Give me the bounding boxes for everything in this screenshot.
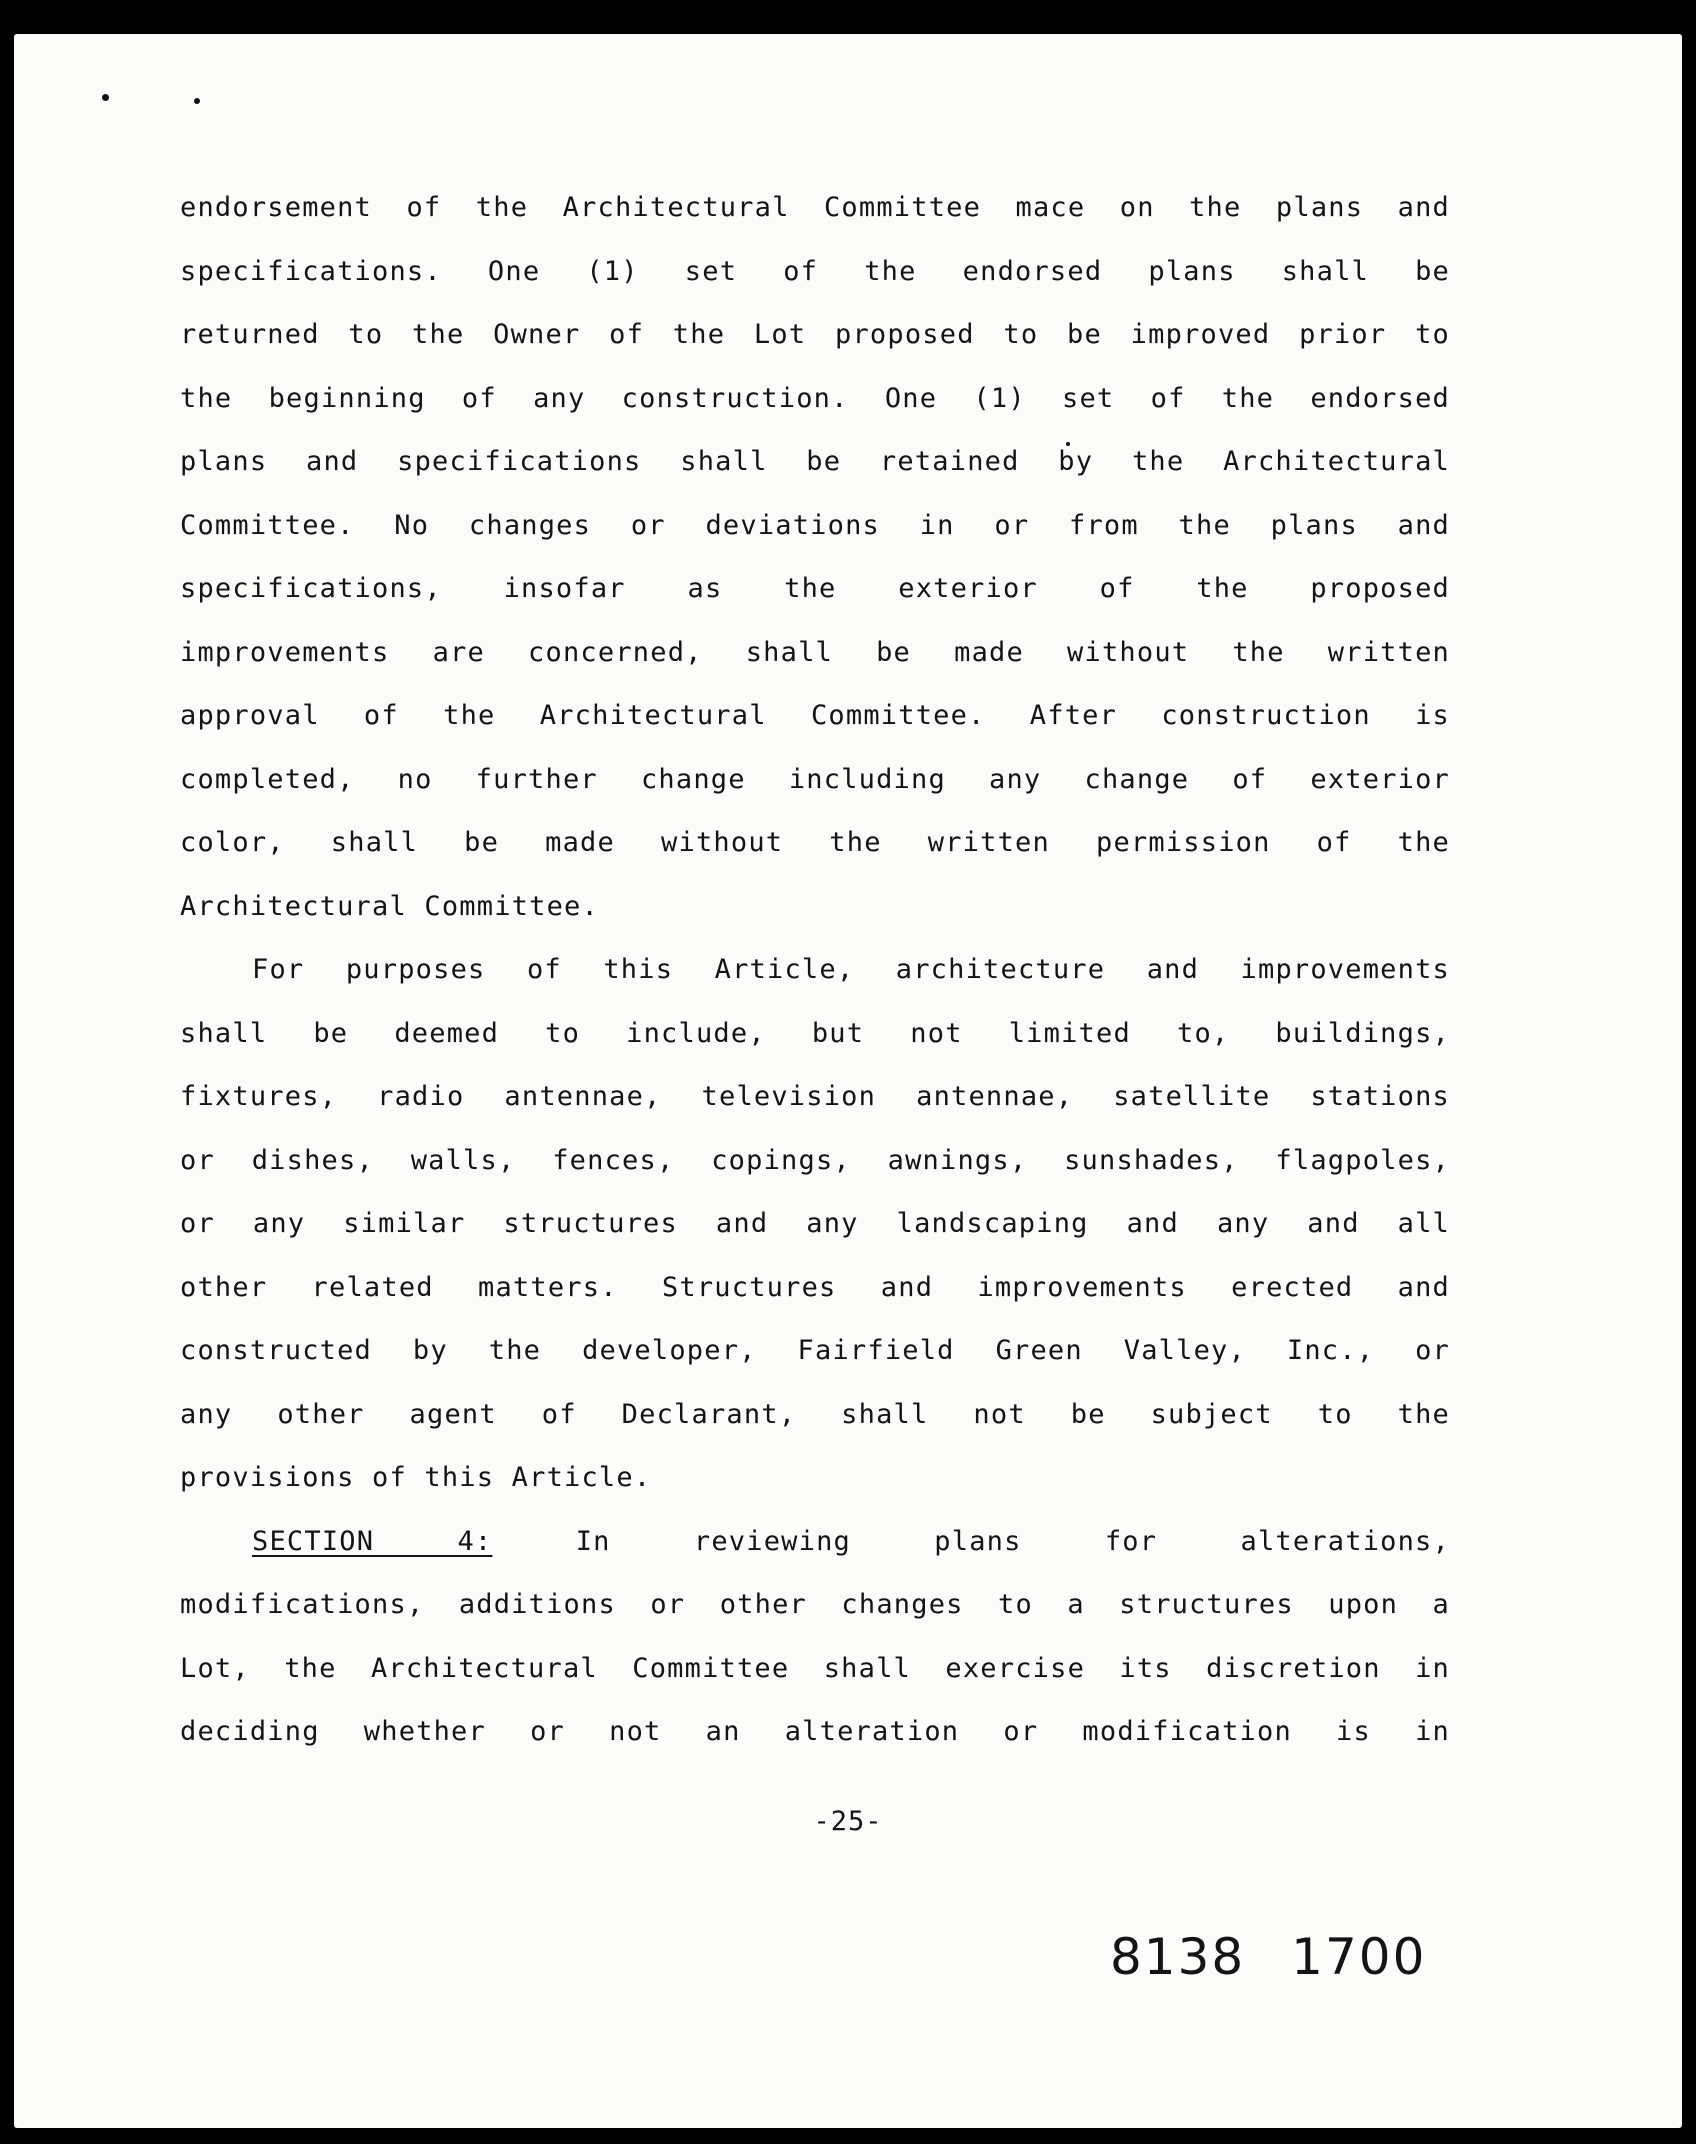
text-line: approval of the Architectural Committee. After construction is [180, 700, 1450, 731]
section-label: SECTION 4: [252, 1525, 493, 1557]
text-line: For purposes of this Article, architecture and improvements [252, 954, 1450, 985]
text-line: plans and specifications shall be retained by the Architectural [180, 446, 1450, 477]
page-number: -25- [813, 1806, 883, 1837]
text-line: specifications, insofar as the exterior of the proposed [180, 573, 1450, 604]
text-line: fixtures, radio antennae, television antennae, satellite stations [180, 1081, 1450, 1112]
text-line: returned to the Owner of the Lot proposed to be improved prior to [180, 319, 1450, 350]
text-line: or dishes, walls, fences, copings, awnings, sunshades, flagpoles, [180, 1144, 1450, 1176]
text-line: Architectural Committee. [180, 890, 599, 922]
text-line: modifications, additions or other changes to a structures upon a [180, 1589, 1450, 1620]
text-line: shall be deemed to include, but not limited to, buildings, [180, 1017, 1450, 1049]
text-line: any other agent of Declarant, shall not be subject to the [180, 1398, 1450, 1430]
text-line: the beginning of any construction. One (1) set of the endorsed [180, 382, 1450, 414]
text-line: Committee. No changes or deviations in or from the plans and [180, 509, 1450, 541]
speck-mark [102, 94, 109, 101]
text-line: specifications. One (1) set of the endorsed plans shall be [180, 255, 1450, 287]
text-line: other related matters. Structures and improvements erected and [180, 1271, 1450, 1303]
body-text [180, 176, 1450, 1764]
text-line: Lot, the Architectural Committee shall exercise its discretion in [180, 1652, 1450, 1684]
text-line: constructed by the developer, Fairfield Green Valley, Inc., or [180, 1335, 1450, 1366]
text-line: deciding whether or not an alteration or modification is in [180, 1716, 1450, 1747]
section-heading-line [180, 1510, 1450, 1574]
document-code: 8138 1700 [1110, 1928, 1427, 1986]
speck-mark [194, 98, 200, 104]
text-line: provisions of this Article. [180, 1462, 652, 1493]
text-line: or any similar structures and any landscaping and any and all [180, 1208, 1450, 1239]
text-line: endorsement of the Architectural Committee mace on the plans and [180, 192, 1450, 223]
text-line: completed, no further change including any change of exterior [180, 763, 1450, 795]
text-line: improvements are concerned, shall be made without the written [180, 636, 1450, 668]
text-line: color, shall be made without the written permission of the [180, 827, 1450, 858]
text-line: In reviewing plans for alterations, [575, 1525, 1450, 1557]
